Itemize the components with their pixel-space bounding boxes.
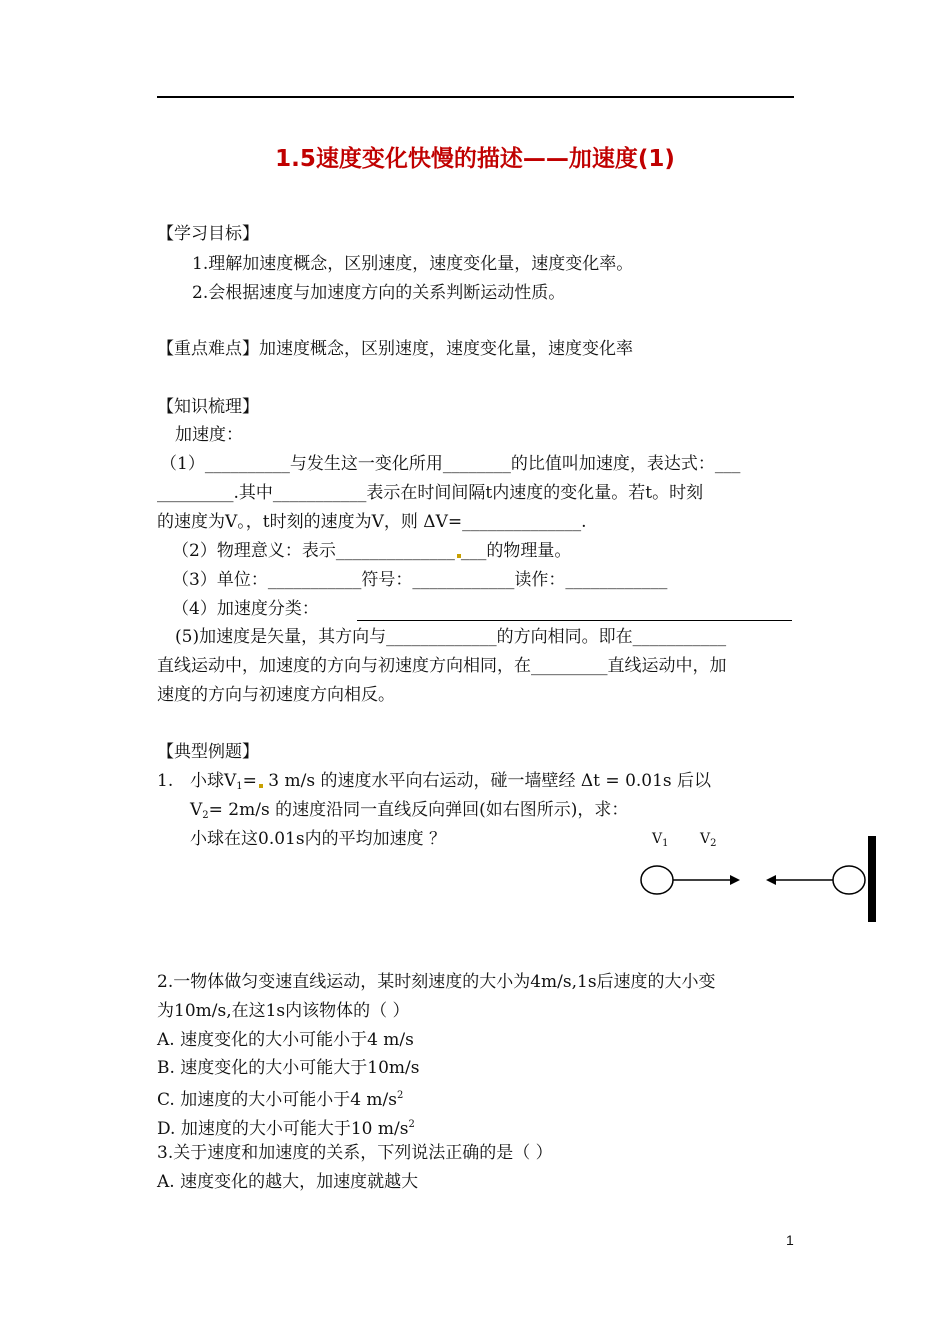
q2-option-b: B. 速度变化的大小可能大于10m/s — [157, 1058, 420, 1078]
page-title: 1.5速度变化快慢的描述——加速度(1) — [275, 146, 675, 172]
q1-text: V — [190, 800, 203, 820]
q2-option-d-text: D. 加速度的大小可能大于10 m/s — [157, 1119, 409, 1139]
knowledge-line-4a: （2）物理意义：表示______________ — [172, 541, 455, 561]
knowledge-line-4b: ___的物理量。 — [460, 541, 572, 561]
q1-text: 3 m/s 的速度水平向右运动，碰一墙壁经 Δt = 0.01s 后以 — [262, 771, 712, 791]
ball-after — [833, 866, 865, 894]
key-heading: 【重点难点】 — [157, 339, 259, 359]
fig-v2-sub: 2 — [710, 838, 717, 849]
classification-blank-line — [357, 620, 792, 621]
key-text: 加速度概念，区别速度，速度变化量，速度变化率 — [259, 339, 633, 359]
collision-diagram — [630, 830, 890, 930]
q2-stem-1: 2.一物体做匀变速直线运动，某时刻速度的大小为4m/s,1s后速度的大小变 — [157, 972, 716, 992]
arrow-right-head — [730, 875, 740, 885]
page-number: 1 — [786, 1232, 794, 1248]
knowledge-heading: 【知识梳理】 — [157, 397, 259, 417]
q1-sub: 2 — [202, 810, 209, 821]
knowledge-line-9: 速度的方向与初速度方向相反。 — [157, 685, 395, 705]
knowledge-line-6: （4）加速度分类： — [172, 599, 319, 619]
knowledge-line-4 — [172, 537, 571, 565]
goal-item: 1.理解加速度概念，区别速度，速度变化量，速度变化率。 — [192, 254, 634, 274]
wall — [868, 836, 876, 922]
q3-stem: 3.关于速度和加速度的关系，下列说法正确的是（ ） — [157, 1143, 553, 1163]
q1-text: = — [242, 771, 257, 791]
fig-v1-text: V — [652, 831, 663, 847]
header-rule — [157, 96, 794, 98]
q1-text: = 2m/s 的速度沿同一直线反向弹回(如右图所示)，求： — [208, 800, 629, 820]
q1-number: 1. — [157, 771, 174, 791]
ball-before — [641, 866, 673, 894]
knowledge-line-7: (5)加速度是矢量，其方向与_____________的方向相同。即在___________ — [175, 627, 727, 647]
arrow-left-head — [766, 875, 776, 885]
q2-option-c-sup: 2 — [397, 1090, 404, 1101]
q2-option-a: A. 速度变化的大小可能小于4 m/s — [157, 1030, 414, 1050]
q2-option-c-text: C. 加速度的大小可能小于4 m/s — [157, 1090, 398, 1110]
goals-heading: 【学习目标】 — [157, 224, 259, 244]
knowledge-line-3: 的速度为V。，t时刻的速度为V，则 ΔV=______________. — [157, 512, 587, 532]
knowledge-line-1: （1）__________与发生这一变化所用________的比值叫加速度，表达式：___ — [160, 454, 741, 474]
q1-text: 小球V — [190, 771, 237, 791]
q1-sub: 1 — [236, 781, 243, 792]
goal-item: 2.会根据速度与加速度方向的关系判断运动性质。 — [192, 283, 566, 303]
knowledge-line-2: _________.其中___________表示在时间间隔t内速度的变化量。若t。时刻 — [157, 483, 704, 503]
q3-option-a: A. 速度变化的越大，加速度就越大 — [157, 1172, 419, 1192]
key-points — [157, 335, 633, 363]
fig-v1-sub: 1 — [662, 838, 669, 849]
knowledge-intro: 加速度： — [175, 425, 243, 445]
knowledge-line-5: （3）单位：___________符号：____________读作：____________ — [172, 570, 668, 590]
knowledge-line-8: 直线运动中，加速度的方向与初速度方向相同，在_________直线运动中，加 — [157, 656, 727, 676]
q2-option-c — [157, 1082, 403, 1114]
q2-stem-2: 为10m/s,在这1s内该物体的（ ） — [157, 1001, 410, 1021]
q2-option-d-sup: 2 — [408, 1119, 415, 1130]
fig-v2-text: V — [700, 831, 711, 847]
examples-heading: 【典型例题】 — [157, 742, 259, 762]
q1-line-3: 小球在这0.01s内的平均加速度 ？ — [190, 829, 446, 849]
